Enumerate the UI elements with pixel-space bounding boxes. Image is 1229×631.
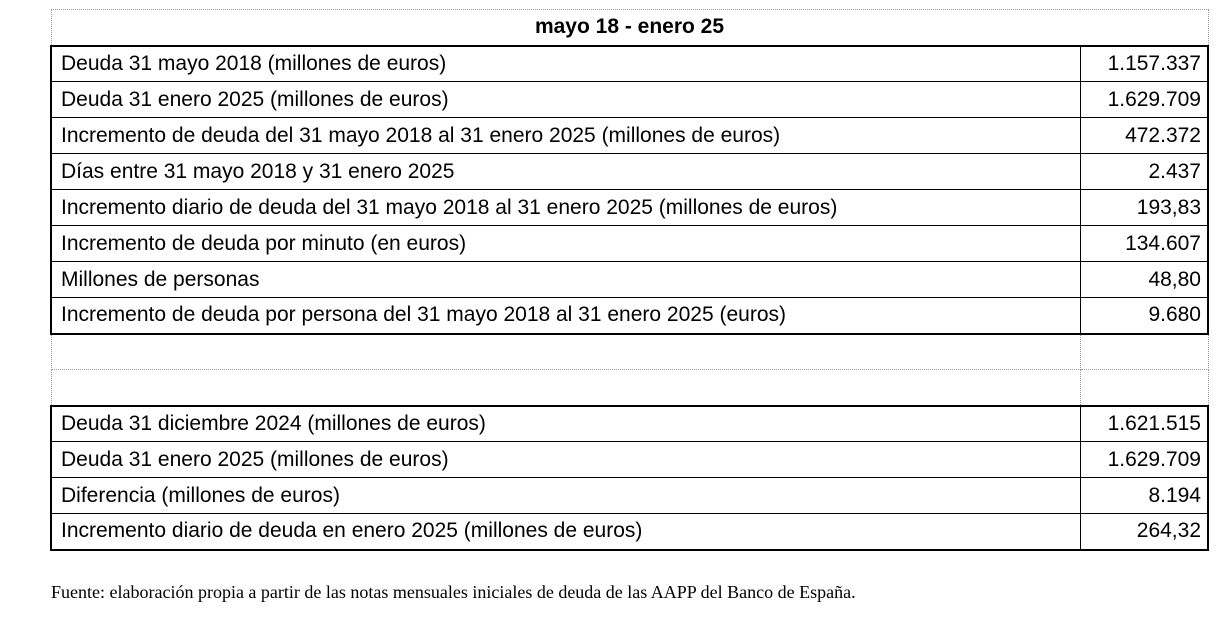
row-value: 472.372: [1080, 118, 1208, 154]
table-title-row: [51, 10, 1208, 46]
table-title: mayo 18 - enero 25: [51, 10, 1208, 46]
row-label: Días entre 31 mayo 2018 y 31 enero 2025: [51, 154, 1080, 190]
empty-cell: [1080, 334, 1208, 370]
row-label: Incremento diario de deuda del 31 mayo 2018 al 31 enero 2025 (millones de euros): [51, 190, 1080, 226]
table-row: [51, 154, 1208, 190]
table-row: [51, 46, 1208, 82]
table-row: [51, 226, 1208, 262]
empty-row: [51, 334, 1208, 370]
table-row: [51, 82, 1208, 118]
row-value: 48,80: [1080, 262, 1208, 298]
row-value: 8.194: [1080, 478, 1208, 514]
table-row: [51, 298, 1208, 334]
empty-cell: [1080, 370, 1208, 406]
row-value: 134.607: [1080, 226, 1208, 262]
table-row: [51, 262, 1208, 298]
row-label: Incremento de deuda por persona del 31 mayo 2018 al 31 enero 2025 (euros): [51, 298, 1080, 334]
row-label: Millones de personas: [51, 262, 1080, 298]
row-value: 1.157.337: [1080, 46, 1208, 82]
row-value: 1.621.515: [1080, 406, 1208, 442]
table-row: [51, 118, 1208, 154]
row-value: 2.437: [1080, 154, 1208, 190]
row-label: Incremento de deuda por minuto (en euros): [51, 226, 1080, 262]
row-value: 1.629.709: [1080, 442, 1208, 478]
table-row: [51, 514, 1208, 550]
debt-table: [50, 9, 1209, 551]
row-value: 1.629.709: [1080, 82, 1208, 118]
table-row: [51, 406, 1208, 442]
table-row: [51, 190, 1208, 226]
empty-row: [51, 370, 1208, 406]
row-value: 193,83: [1080, 190, 1208, 226]
row-value: 264,32: [1080, 514, 1208, 550]
empty-cell: [51, 370, 1080, 406]
table-row: [51, 442, 1208, 478]
source-note: Fuente: elaboración propia a partir de las notas mensuales iniciales de deuda de las AAPP del Banco de España.: [51, 582, 856, 602]
row-label: Deuda 31 enero 2025 (millones de euros): [51, 82, 1080, 118]
row-label: Diferencia (millones de euros): [51, 478, 1080, 514]
row-label: Incremento de deuda del 31 mayo 2018 al 31 enero 2025 (millones de euros): [51, 118, 1080, 154]
row-label: Incremento diario de deuda en enero 2025 (millones de euros): [51, 514, 1080, 550]
empty-cell: [51, 334, 1080, 370]
row-label: Deuda 31 enero 2025 (millones de euros): [51, 442, 1080, 478]
row-value: 9.680: [1080, 298, 1208, 334]
row-label: Deuda 31 diciembre 2024 (millones de euros): [51, 406, 1080, 442]
debt-table-sheet: [50, 9, 1207, 551]
table-row: [51, 478, 1208, 514]
row-label: Deuda 31 mayo 2018 (millones de euros): [51, 46, 1080, 82]
